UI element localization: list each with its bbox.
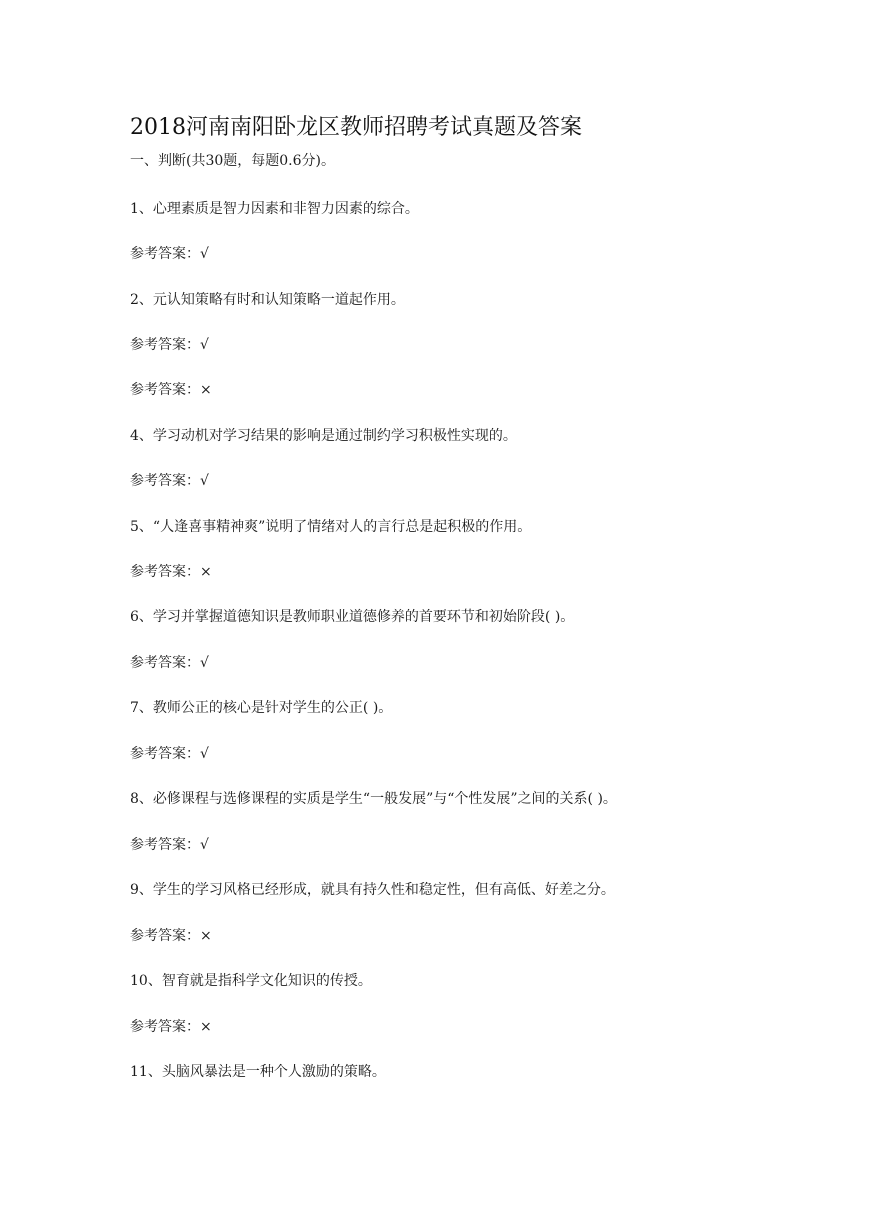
section-heading: 一、判断(共30题，每题0.6分)。 [130,153,336,169]
question-2: 2、元认知策略有时和认知策略一道起作用。 [130,292,405,308]
answer-4: 参考答案：√ [130,473,209,489]
question-5: 5、“人逢喜事精神爽”说明了情绪对人的言行总是起积极的作用。 [130,519,532,535]
question-7: 7、教师公正的核心是针对学生的公正( )。 [130,700,393,716]
answer-8: 参考答案：√ [130,837,209,853]
question-9: 9、学生的学习风格已经形成，就具有持久性和稳定性，但有高低、好差之分。 [130,882,615,898]
answer-6: 参考答案：√ [130,655,209,671]
question-6: 6、学习并掌握道德知识是教师职业道德修养的首要环节和初始阶段( )。 [130,609,575,625]
answer-10: 参考答案：× [130,1019,212,1035]
document-title: 2018河南南阳卧龙区教师招聘考试真题及答案 [130,115,582,140]
question-10: 10、智育就是指科学文化知识的传授。 [130,973,372,989]
question-1: 1、心理素质是智力因素和非智力因素的综合。 [130,201,419,217]
answer-9: 参考答案：× [130,928,212,944]
question-11: 11、头脑风暴法是一种个人激励的策略。 [130,1064,386,1080]
question-4: 4、学习动机对学习结果的影响是通过制约学习积极性实现的。 [130,428,517,444]
answer-5: 参考答案：× [130,564,212,580]
answer-7: 参考答案：√ [130,746,209,762]
answer-3: 参考答案：× [130,382,212,398]
answer-1: 参考答案：√ [130,246,209,262]
answer-2: 参考答案：√ [130,337,209,353]
question-8: 8、必修课程与选修课程的实质是学生“一般发展”与“个性发展”之间的关系( )。 [130,791,617,807]
